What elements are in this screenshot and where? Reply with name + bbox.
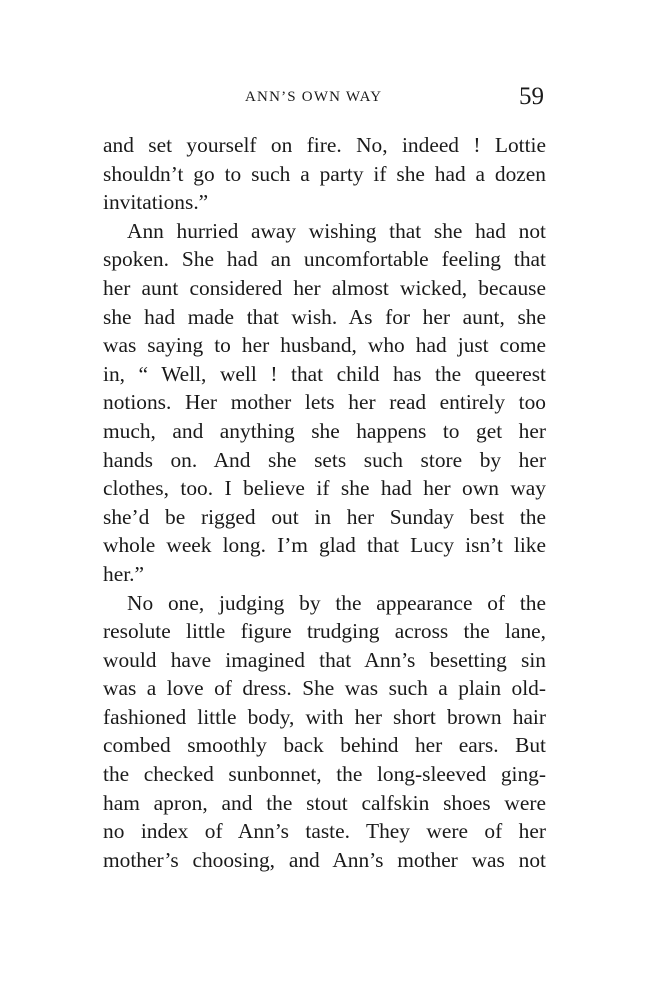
text-line: was a love of dress. She was such a plain old-	[103, 676, 546, 701]
text-line: invitations.”	[103, 190, 209, 215]
text-line: ham apron, and the stout calfskin shoes were	[103, 790, 546, 815]
text-line: Ann hurried away wishing that she had not	[127, 218, 546, 243]
text-line: spoken. She had an uncomfortable feeling that	[103, 247, 546, 272]
running-title: ANN’S OWN WAY	[245, 89, 383, 105]
text-line: whole week long. I’m glad that Lucy isn’t like	[103, 533, 546, 558]
text-line: and set yourself on fire. No, indeed ! Lottie	[103, 133, 546, 157]
text-line: she’d be rigged out in her Sunday best the	[103, 504, 546, 529]
running-head	[0, 83, 663, 117]
page-number: 59	[519, 83, 544, 110]
text-line: combed smoothly back behind her ears. But	[103, 733, 546, 758]
text-line: was saying to her husband, who had just come	[103, 333, 546, 358]
text-line: she had made that wish. As for her aunt, she	[103, 304, 546, 329]
text-line: clothes, too. I believe if she had her own way	[103, 476, 546, 501]
body-text	[103, 131, 546, 874]
text-line: in, “ Well, well ! that child has the queerest	[103, 361, 546, 386]
text-line: shouldn’t go to such a party if she had a dozen	[103, 161, 546, 186]
text-line: notions. Her mother lets her read entirely too	[103, 390, 546, 415]
text-line: fashioned little body, with her short brown hair	[103, 704, 546, 729]
text-line: much, and anything she happens to get her	[103, 418, 546, 443]
text-line: the checked sunbonnet, the long-sleeved ging-	[103, 762, 546, 787]
text-line: no index of Ann’s taste. They were of her	[103, 819, 546, 844]
text-line: her aunt considered her almost wicked, because	[103, 275, 546, 300]
text-line: mother’s choosing, and Ann’s mother was not	[103, 847, 546, 872]
text-line: hands on. And she sets such store by her	[103, 447, 546, 472]
text-line: No one, judging by the appearance of the	[127, 590, 546, 615]
text-line: would have imagined that Ann’s besetting sin	[103, 647, 546, 672]
text-line: her.”	[103, 561, 144, 586]
text-line: resolute little figure trudging across the lane,	[103, 619, 546, 644]
